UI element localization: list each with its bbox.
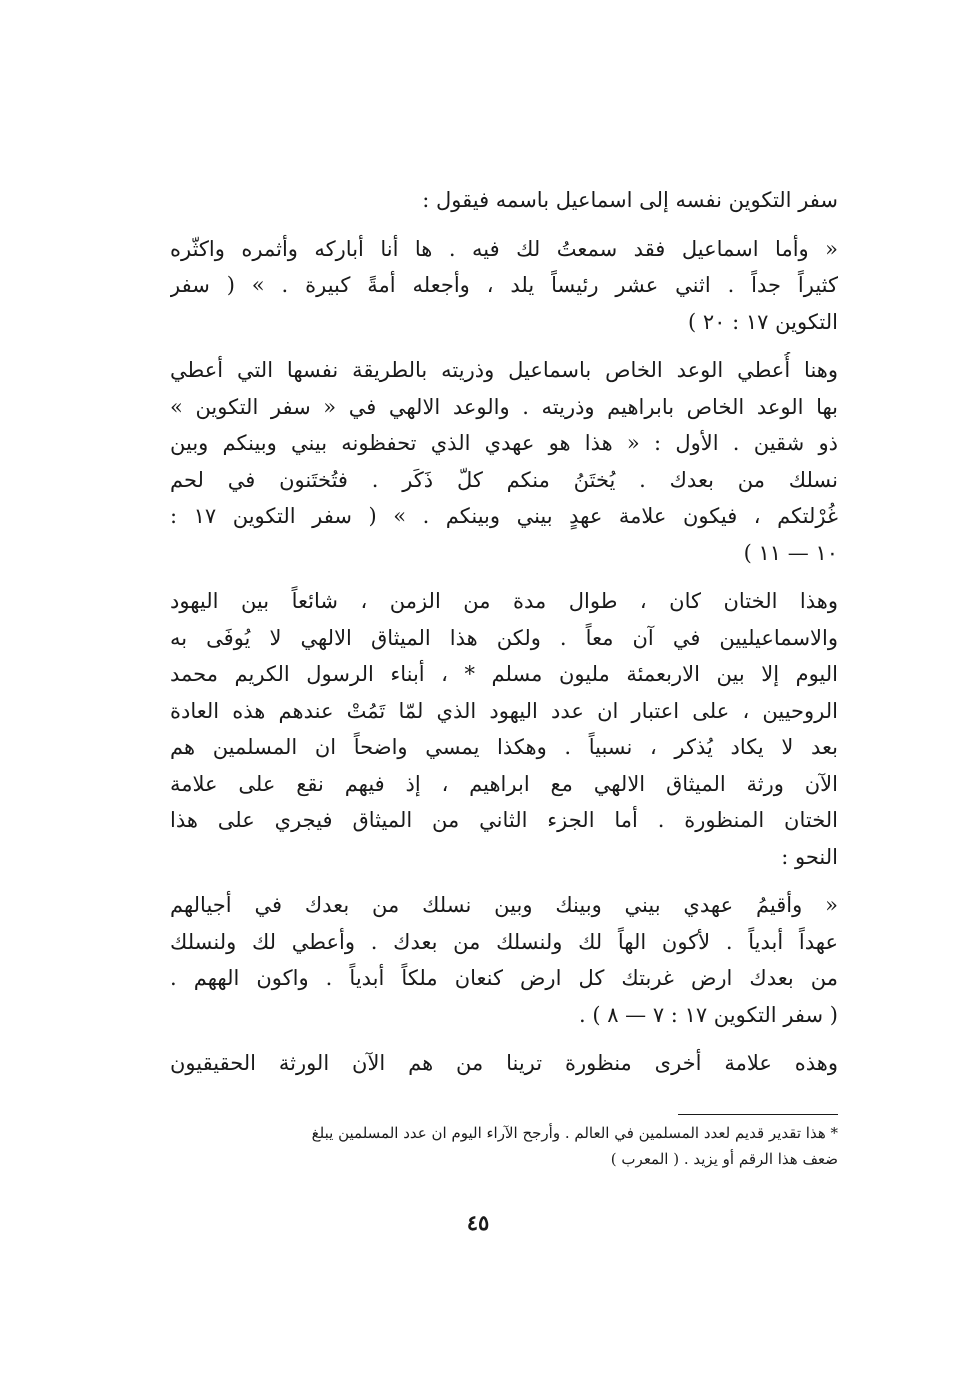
paragraph-quote-2 — [170, 887, 838, 1033]
text-line: بعد لا يكاد يُذكر ، نسبياً . وهكذا يمسي واضحاً ان المسلمين هم — [170, 735, 838, 759]
footnote-line: ضعف هذا الرقم أو يزيد . ( المعرب ) — [610, 1150, 838, 1168]
text-line: اليوم إلا بين الاربعمئة مليون مسلم * ، أبناء الرسول الكريم محمد — [170, 662, 838, 686]
text-line: وهنا أُعطي الوعد الخاص باسماعيل وذريته بالطريقة نفسها التي أعطي — [170, 358, 838, 382]
text-line: والاسماعيليين في آن معاً . ولكن هذا الميثاق الالهي لا يُوفَى به — [170, 625, 838, 650]
text-line: وهذا الختان كان ، طوال مدة من الزمن ، شائعاً بين اليهود — [170, 589, 838, 613]
text-line: من بعدك ارض غربتك كل ارض كنعان ملكاً أبدياً . واكون الههم . — [170, 966, 838, 990]
text-line: الآن ورثة الميثاق الالهي مع ابراهيم ، إذ فيهم نقع على علامة — [170, 771, 838, 796]
text-line: بها الوعد الخاص بابراهيم وذريته . والوعد الالهي في « سفر التكوين » — [170, 394, 838, 419]
page-number: ٤٥ — [466, 1210, 490, 1235]
text-line: ١٠ — ١١ ) — [743, 540, 838, 565]
text-line: « وأقيمُ عهدي بيني وبينك وبين نسلك من بعدك في أجيالهم — [170, 893, 838, 917]
paragraph-2 — [170, 352, 838, 571]
text-line: ( سفر التكوين ١٧ : ٧ — ٨ ) . — [578, 1002, 838, 1027]
text-line: الروحيين ، على اعتبار ان عدد اليهود الذي لمّا تَمُتْ عندهم هذه العادة — [170, 698, 838, 723]
text-line: ذو شقين . الأول : « هذا هو عهدي الذي تحفظونه بيني وبينكم وبين — [170, 431, 838, 455]
text-line: « وأما اسماعيل فقد سمعتُ لك فيه . ها أنا أباركه وأثمره واكثّره — [170, 236, 838, 261]
footnote-separator — [678, 1114, 838, 1115]
text-line: غُرْلتكم ، فيكون علامة عهدٍ بيني وبينكم . » ( سفر التكوين ١٧ : — [170, 504, 838, 528]
paragraph-3 — [170, 583, 838, 875]
footnote — [170, 1120, 838, 1172]
text-line: نسلك من بعدك . يُختَنُ منكم كلّ ذَكَر . فتُختَنون في لحم — [170, 467, 838, 492]
main-text — [170, 182, 838, 1094]
paragraph-4 — [170, 1045, 838, 1082]
text-line: كثيراً جداً . اثني عشر رئيساً يلد ، وأجعله أمةً كبيرة . » ( سفر — [170, 273, 838, 297]
paragraph-quote-1 — [170, 231, 838, 341]
text-line: الختان المنظورة . أما الجزء الثاني من الميثاق فيجري على هذا — [170, 808, 838, 832]
text-line: عهداً أبدياً . لأكون الهاً لك ولنسلك من بعدك . وأعطي لك ولنسلك — [170, 929, 838, 954]
text-line: وهذه علامة أخرى منظورة ترينا من هم الآن الورثة الحقيقيون — [170, 1051, 838, 1075]
paragraph-1 — [170, 182, 838, 219]
text-line: النحو : — [781, 844, 838, 869]
text-line: التكوين ١٧ : ٢٠ ) — [688, 309, 838, 334]
text-line: سفر التكوين نفسه إلى اسماعيل باسمه فيقول : — [422, 188, 838, 212]
footnote-line: * هذا تقدير قديم لعدد المسلمين في العالم . وأرجح الآراء اليوم ان عدد المسلمين يبلغ — [311, 1124, 838, 1142]
